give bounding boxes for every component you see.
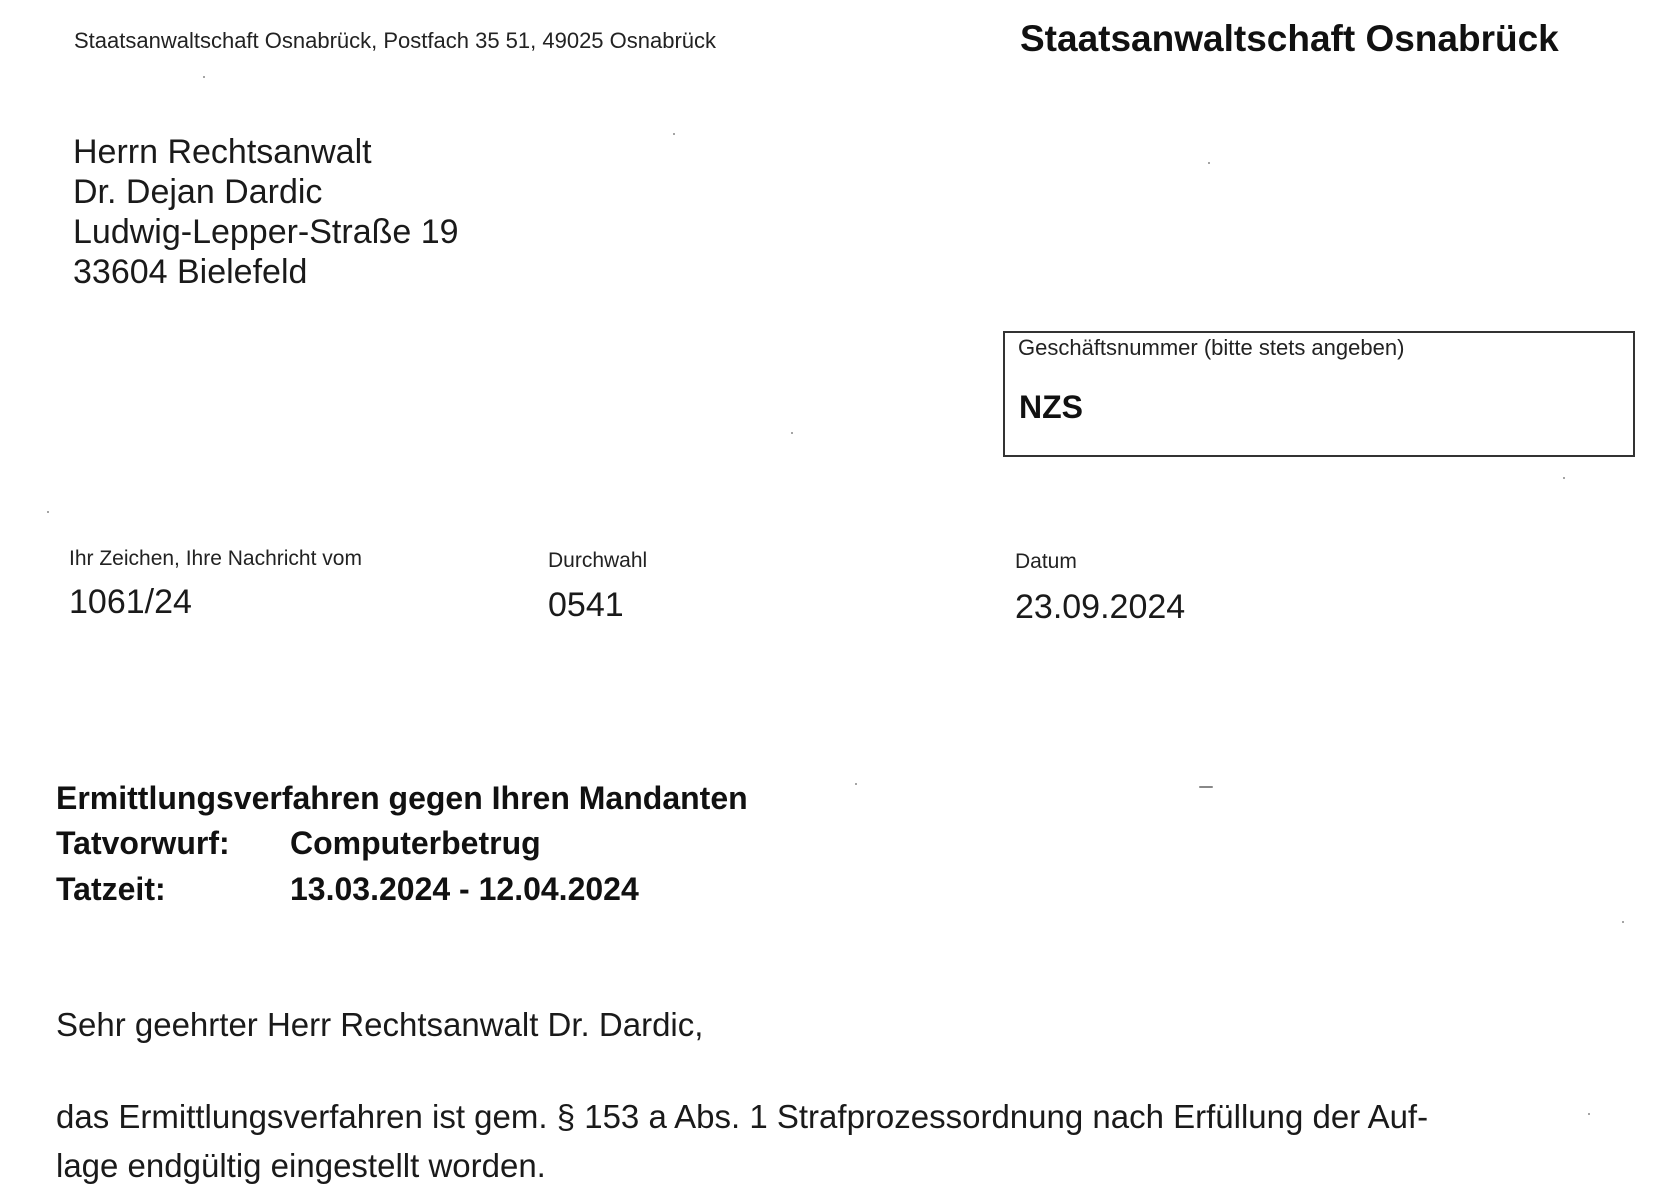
scan-speck (1199, 786, 1213, 788)
scan-speck (1563, 477, 1565, 479)
scan-speck (1588, 1113, 1590, 1115)
extension-value: 0541 (548, 586, 624, 624)
recipient-line-2: Dr. Dejan Dardic (73, 173, 323, 211)
scan-speck (203, 76, 205, 78)
scan-speck (673, 133, 675, 135)
recipient-line-3: Ludwig-Lepper-Straße 19 (73, 213, 459, 251)
case-number-box (1003, 331, 1635, 457)
subject-heading: Ermittlungsverfahren gegen Ihren Mandanten (56, 780, 748, 816)
recipient-line-1: Herrn Rechtsanwalt (73, 133, 372, 171)
body-paragraph-line-1: das Ermittlungsverfahren ist gem. § 153 a Abs. 1 Strafprozessordnung nach Erfüllung der Auf- (56, 1098, 1429, 1135)
scan-speck (1208, 162, 1210, 164)
extension-label: Durchwahl (548, 549, 648, 572)
date-label: Datum (1015, 550, 1077, 573)
sender-return-address: Staatsanwaltschaft Osnabrück, Postfach 35 51, 49025 Osnabrück (74, 28, 717, 53)
recipient-address (73, 132, 459, 292)
charge-value: Computerbetrug (290, 825, 541, 861)
case-number-value: NZS (1019, 389, 1083, 425)
scan-speck (791, 432, 793, 434)
authority-name: Staatsanwaltschaft Osnabrück (1020, 18, 1559, 59)
period-value: 13.03.2024 - 12.04.2024 (290, 871, 639, 907)
your-reference-label: Ihr Zeichen, Ihre Nachricht vom (69, 547, 362, 570)
body-paragraph-line-2: lage endgültig eingestellt worden. (56, 1147, 546, 1184)
charge-label: Tatvorwurf: (56, 825, 230, 861)
your-reference-value: 1061/24 (69, 583, 192, 621)
scan-speck (855, 783, 857, 785)
salutation: Sehr geehrter Herr Rechtsanwalt Dr. Dardic, (56, 1006, 704, 1043)
scan-speck (1622, 921, 1624, 923)
date-value: 23.09.2024 (1015, 588, 1186, 626)
scan-speck (47, 511, 49, 513)
case-number-label: Geschäftsnummer (bitte stets angeben) (1018, 335, 1405, 360)
period-label: Tatzeit: (56, 871, 166, 907)
recipient-line-4: 33604 Bielefeld (73, 253, 308, 291)
